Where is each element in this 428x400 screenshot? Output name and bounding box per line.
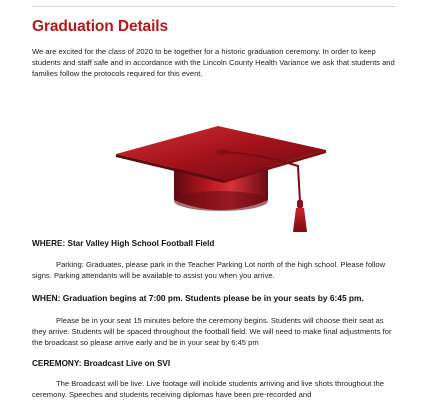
page-title: Graduation Details — [32, 18, 169, 35]
broadcast-paragraph — [32, 378, 398, 400]
broadcast-text: The Broadcast will be live. Live footage will include students arriving and live shots throughout the ceremony. Speeches and students receiving diplomas have been pre-recorded and — [32, 379, 384, 399]
parking-text: Parking: Graduates, please park in the Teacher Parking Lot north of the high school. Please follow signs. Parking attendants will be available to assist you when you arrive. — [32, 260, 386, 280]
intro-paragraph: We are excited for the class of 2020 to be together for a historic graduation ceremony. In order to keep students and staff safe and in accordance with the Lincoln County Health Variance we ask that students and families follow the protocols required for this event. — [32, 47, 395, 78]
graduation-cap-image — [112, 116, 330, 234]
seats-text: Please be in your seat 15 minutes before the ceremony begins. Students will choose their seat as they arrive. Students will be spaced throughout the football field. We will need to make final adjustments for the broadcast so please arrive early and be in your seat by 6:45 pm — [32, 316, 392, 347]
seats-paragraph — [32, 315, 398, 348]
top-divider — [32, 6, 396, 7]
when-heading: WHEN: Graduation begins at 7:00 pm. Students please be in your seats by 6:45 pm. — [32, 293, 364, 303]
where-heading: WHERE: Star Valley High School Football Field — [32, 239, 215, 248]
ceremony-heading: CEREMONY: Broadcast Live on SVI — [32, 359, 171, 368]
parking-paragraph — [32, 259, 398, 281]
